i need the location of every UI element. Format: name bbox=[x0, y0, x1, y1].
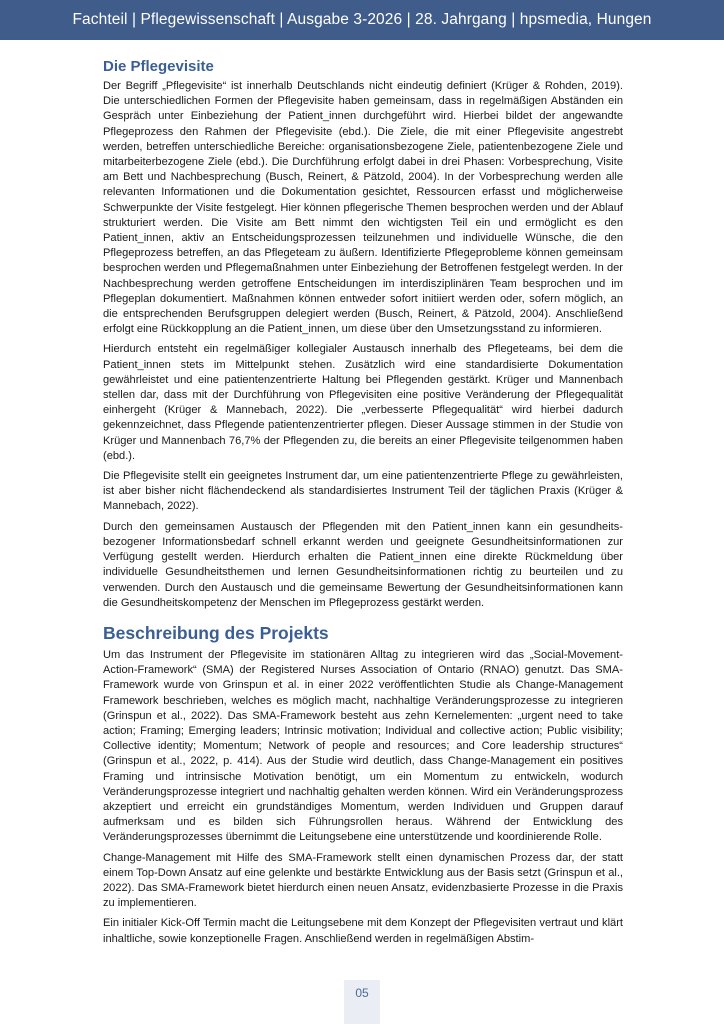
paragraph: Durch den gemeinsamen Austausch der Pflegenden mit den Patient_innen kann ein gesundheitsbezogener Informationsbedarf schnell erkannt werden und geeignete Gesundheitsinformationen zur Verfügung gestellt werden. Hierdurch erhalten die Patient_innen eine direkte Rückmeldung über individuelle Gesundheitsthemen und lernen Gesundheitsinformationen richtig zu beurteilen und zu verwenden. Durch den Austausch und die gemeinsame Bewertung der Gesundheitsinformationen kann die Gesundheitskompetenz der Menschen im Pflegeprozess gestärkt werden. bbox=[103, 520, 623, 609]
paragraph: Hierdurch entsteht ein regelmäßiger kollegialer Austausch innerhalb des Pflegeteams, bei dem die Patient_innen stets im Mittelpunkt stehen. Zusätzlich wird eine standardisierte Dokumentation gewährleistet und eine patientenzentrierte Haltung bei Pflegenden gestärkt. Krüger und Mannenbach stellen dar, dass mit der Durchführung von Pflegevisiten eine positive Veränderung der Pflegequalität einhergeht (Krüger & Mannebach, 2022). Die „verbesserte Pflegequalität“ wird hierbei dadurch gekennzeichnet, dass Pflegende patientenzentrierter pflegen. Dieser Aussage stimmen in der Studie von Krüger und Mannenbach 76,7% der Pflegenden zu, die bereits an einer Pflegevisite teilgenommen haben (ebd.). bbox=[103, 343, 623, 462]
article-body bbox=[103, 58, 623, 952]
section-heading-pflegevisite: Die Pflegevisite bbox=[103, 58, 214, 75]
page-header bbox=[0, 0, 724, 40]
page-number-box bbox=[344, 980, 380, 1024]
header-title: Fachteil | Pflegewissenschaft | Ausgabe 3-2026 | 28. Jahrgang | hpsmedia, Hungen bbox=[72, 11, 652, 28]
section-heading-projekt: Beschreibung des Projekts bbox=[103, 622, 329, 643]
page-number: 05 bbox=[355, 986, 369, 1000]
paragraph: Um das Instrument der Pflegevisite im stationären Alltag zu integrieren wird das „Social-Movement-Action-Framework“ (SMA) der Registered Nurses Association of Ontario (RNAO) genutzt. Das SMA-Framework wurde von Grinspun et al. in einer 2022 veröffentlichten Studie als Change-Management Framework beschrieben, welches es möglich macht, nachhaltige Veränderungsprozesse zu integrieren (Grinspun et al., 2022). Das SMA-Framework besteht aus zehn Kernelementen: „urgent need to take action; Framing; Emerging leaders; Intrinsic motivation; Individual and collective action; Public visibility; Collective identity; Momentum; Network of people and resources; and Core leadership structures“ (Grinspun et al., 2022, p. 414). Aus der Studie wird deutlich, dass Change-Management ein positives Framing und intrinsische Motivation benötigt, um ein Momentum zu entwickeln, wodurch Veränderungsprozesse integriert und nachhaltig gehalten werden können. Wird ein Veränderungsprozess akzeptiert und erreicht ein grundständiges Momentum, werden Individuen und Gruppen darauf aufmerksam und es bilden sich Führungsrollen heraus. Während der Entwicklung des Veränderungsprozesses übernimmt die Leitungsebene eine unterstützende und koordinierende Rolle. bbox=[103, 648, 623, 844]
paragraph: Die Pflegevisite stellt ein geeignetes Instrument dar, um eine patientenzentrierte Pflege zu gewährleisten, ist aber bisher nicht flächendeckend als standardisiertes Instrument Teil der täglichen Praxis (Krüger & Mannebach, 2022). bbox=[103, 470, 623, 513]
paragraph: Der Begriff „Pflegevisite“ ist innerhalb Deutschlands nicht eindeutig definiert (Krüger & Rohden, 2019). Die unterschiedlichen Formen der Pflegevisite haben gemeinsam, dass in regelmäßigen Abständen ein Gespräch unter Einbeziehung der Patient_innen durchgeführt wird. Hierbei bildet der angewandte Pflegeprozess den Rahmen der Pflegevisite (ebd.). Die Ziele, die mit einer Pflegevisite angestrebt werden, betreffen unterschiedliche Bereiche: organisationsbezogene Ziele, patientenbezogene Ziele und mitarbeiterbezogene Ziele (ebd.). Die Durchführung erfolgt dabei in drei Phasen: Vorbesprechung, Visite am Bett und Nachbesprechung (Busch, Reinert, & Pätzold, 2004). In der Vorbesprechung werden alle relevanten Informationen und die Dokumentation gesichtet, Ressourcen erfasst und möglicherweise Schwerpunkte der Visite festgelegt. Hier können pflegerische Themen besprochen werden und der Ablauf strukturiert werden. Die Visite am Bett nimmt den wichtigsten Teil ein und ermöglicht es den Patient_innen, aktiv an Entscheidungsprozessen teilzunehmen und individuelle Wünsche, die den Pflegeprozess betreffen, an das Pflegeteam zu äußern. Identifizierte Pflegeprobleme können gemeinsam besprochen werden und Pflegemaßnahmen unter Einbeziehung der Betroffenen festgelegt werden. In der Nachbesprechung werden getroffene Entscheidungen im interdisziplinären Team besprochen und im Pflegeplan dokumentiert. Maßnahmen können entweder sofort initiiert werden oder, sofern möglich, an die entsprechenden Berufsgruppen delegiert werden (Busch, Reinert, & Pätzold, 2004). Anschließend erfolgt eine Rückkopplung an die Patient_innen, um diese über den Umsetzungsstand zu informieren. bbox=[103, 80, 623, 336]
paragraph: Ein initialer Kick-Off Termin macht die Leitungsebene mit dem Konzept der Pflegevisiten vertraut und klärt inhaltliche, sowie konzeptionelle Fragen. Anschließend werden in regelmäßigen Abstim- bbox=[103, 917, 623, 945]
paragraph: Change-Management mit Hilfe des SMA-Framework stellt einen dynamischen Prozess dar, der statt einem Top-Down Ansatz auf eine gelenkte und bestärkte Entwicklung aus der Basis setzt (Grinspun et al., 2022). Das SMA-Framework bietet hierdurch einen neuen Ansatz, evidenzbasierte Prozesse in die Praxis zu implementieren. bbox=[103, 851, 623, 910]
